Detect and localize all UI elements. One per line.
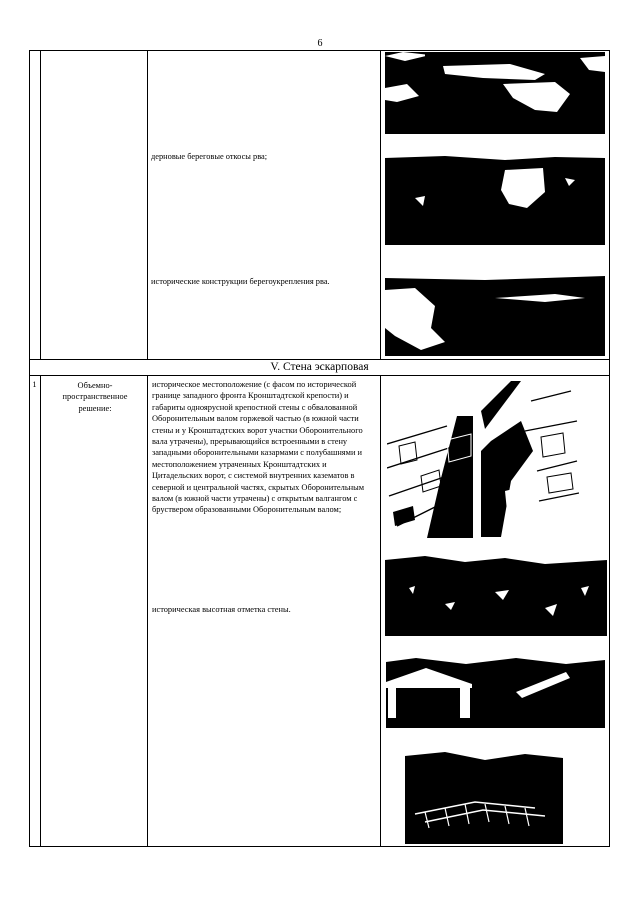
moat-photo-3 [385,258,605,356]
column-divider-2-lower [147,375,148,847]
wall-photo-3 [405,738,563,844]
moat-photo-1 [385,52,605,134]
column-divider-1-lower [40,375,41,847]
map-fragment-1 [387,416,473,538]
column-divider-2-upper [147,50,148,359]
map-image-icon [481,381,579,537]
black-white-photo-icon [386,646,605,728]
black-white-photo-icon [385,148,605,245]
column-divider-3-upper [380,50,381,359]
element-name: Объемно-пространственное решение: [62,381,128,413]
table-border-top [29,50,610,51]
wall-photo-2 [386,646,605,728]
black-white-photo-icon [385,548,607,636]
table-border-right [609,50,610,847]
page-number: 6 [317,38,323,49]
element-height-description: историческая высотная отметка стены. [152,605,291,614]
wall-photo-1 [385,548,607,636]
black-white-photo-icon [385,52,605,134]
moat-slopes-text: дерновые береговые откосы рва; [151,152,268,161]
section-title: V. Стена эскарповая [270,361,369,373]
map-image-icon [387,416,473,538]
row-number: 1 [32,380,37,389]
element-description: историческое местоположение (с фасом по исторической границе западного фронта Кронштадтской крепости) и габариты одноярусной крепостной стены с обвалованной Оборонительным валом горжевой частью (в южной части стены и у Кронштадтских ворот участки Оборонительного вала утрачены), прерывающийся встроенными в стену западными оборонительными казармами с полубашнями и местоположением утраченных Кронштадтских и Цитадельских ворот, с системой внутренних казематов в северной и центральной частях, скрытых Оборонительным валом (в южной части утрачены) с открытым валгангом с бруствером образованными Оборонительным валом; [152,380,365,515]
column-divider-3-lower [380,375,381,847]
black-white-photo-icon [405,738,563,844]
map-fragment-2 [481,381,579,537]
table-border-bottom [29,846,610,847]
table-border-left [29,50,30,847]
moat-reinforcement-text: исторические конструкции берегоукрепления рва. [151,277,330,286]
column-divider-1-upper [40,50,41,359]
section-row-bottom [29,375,610,376]
black-white-photo-icon [385,258,605,356]
monument-elements-table [29,50,610,847]
moat-photo-2 [385,148,605,245]
